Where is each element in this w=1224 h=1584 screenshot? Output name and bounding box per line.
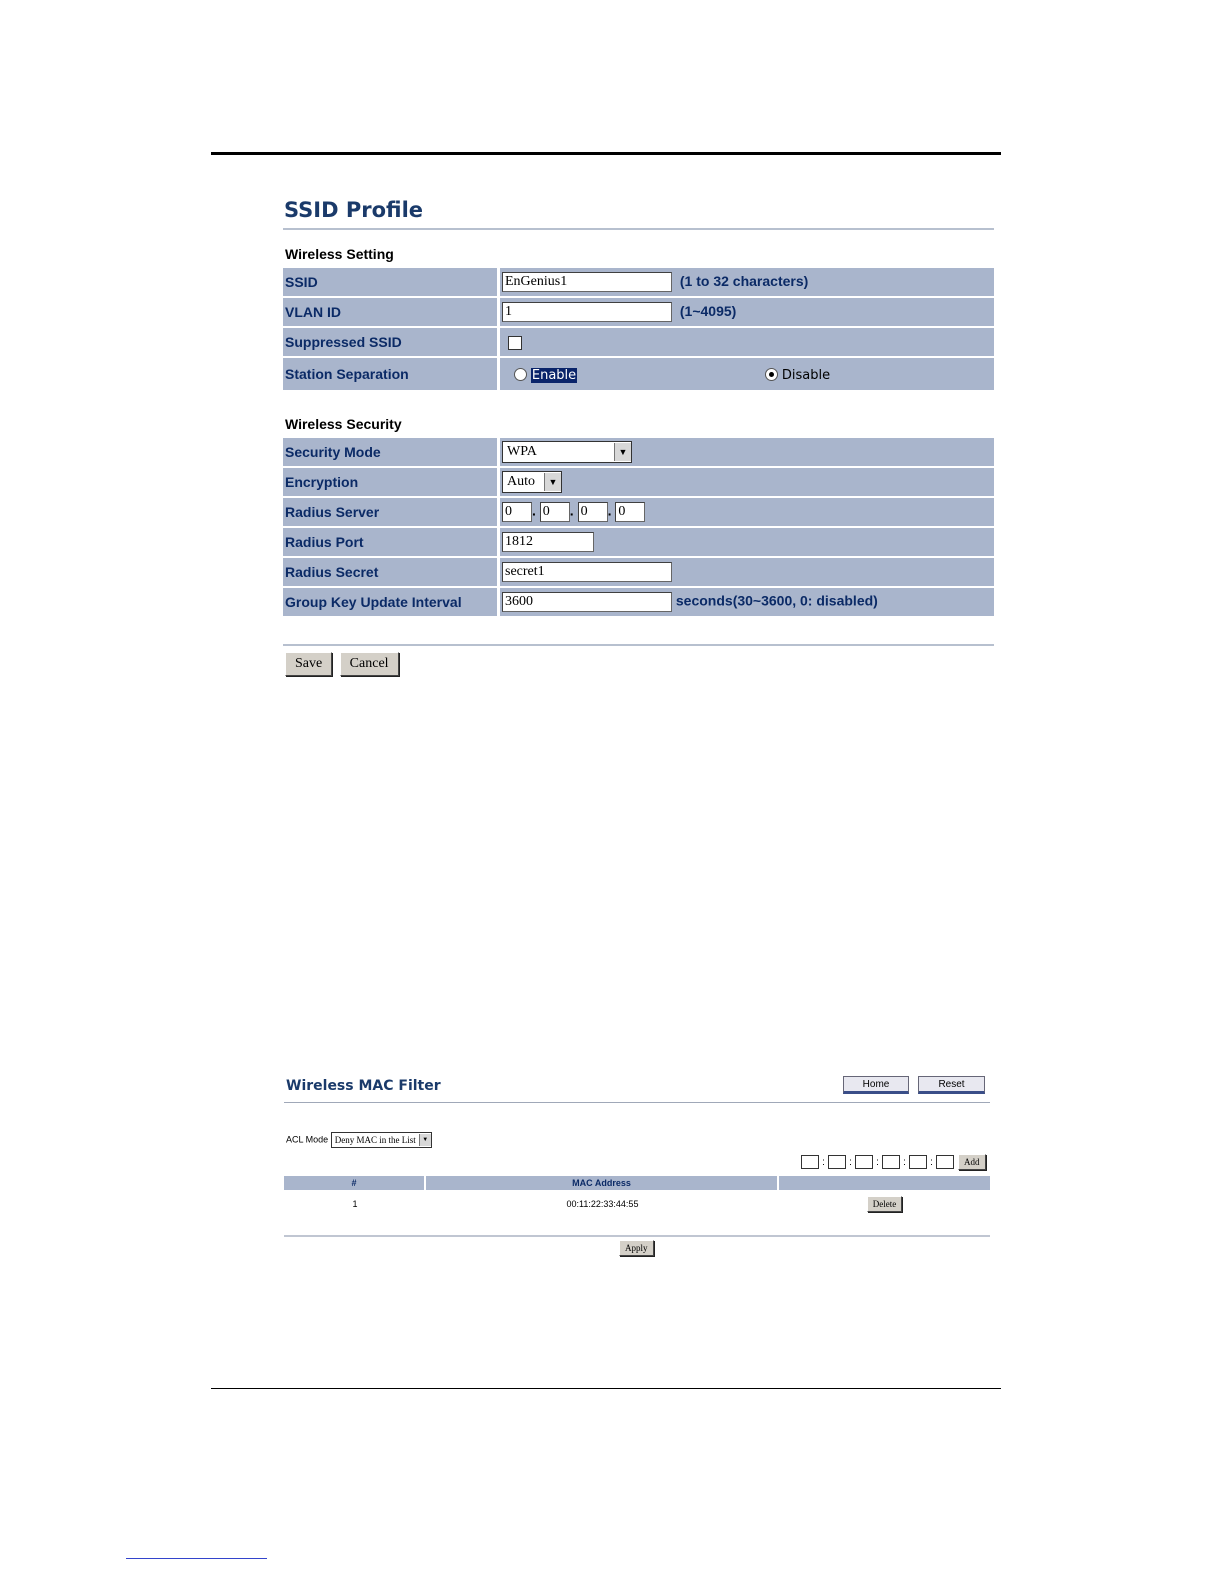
home-button[interactable]: Home [843,1076,909,1094]
radius-server-row [283,498,994,526]
encryption-field-cell [500,468,994,496]
mac-title-divider [284,1102,990,1103]
reset-button[interactable]: Reset [918,1076,985,1094]
station-separation-field-cell [500,358,994,390]
station-separation-label: Station Separation [283,358,500,390]
station-separation-enable-label[interactable]: Enable [531,367,577,383]
encryption-value: Auto [507,474,535,489]
radius-server-octet-4[interactable] [615,502,645,522]
acl-mode-value: Deny MAC in the List [334,1135,416,1145]
add-mac-button[interactable]: Add [958,1154,986,1170]
mac-octet-6[interactable] [936,1155,954,1169]
delete-button[interactable]: Delete [867,1196,902,1212]
radius-server-label: Radius Server [283,498,500,526]
wireless-setting-heading: Wireless Setting [285,246,394,262]
suppressed-ssid-field-cell [500,328,994,356]
ssid-field-cell [500,268,994,296]
column-header-index: # [284,1176,424,1190]
radius-secret-row [283,558,994,586]
group-key-row [283,588,994,616]
chevron-down-icon[interactable]: ▼ [544,473,561,491]
mac-octet-5[interactable] [909,1155,927,1169]
radius-port-row [283,528,994,556]
security-mode-value: WPA [507,444,537,459]
wireless-setting-table [283,266,994,392]
vlan-id-hint: (1~4095) [679,302,737,319]
header-rule [211,152,1001,155]
apply-button[interactable]: Apply [619,1240,654,1256]
acl-mode-group [286,1132,432,1148]
wireless-security-heading: Wireless Security [285,416,402,432]
chevron-down-icon[interactable]: ▼ [419,1134,431,1146]
suppressed-ssid-row [283,328,994,356]
suppressed-ssid-label: Suppressed SSID [283,328,500,356]
security-mode-label: Security Mode [283,438,500,466]
station-separation-disable-label[interactable]: Disable [781,367,831,383]
acl-mode-select[interactable] [331,1132,432,1148]
footer-link-underline [126,1558,267,1559]
row-index: 1 [352,1199,358,1209]
radius-server-octet-2[interactable] [540,502,570,522]
save-button[interactable]: Save [285,652,332,676]
encryption-select[interactable] [502,471,562,493]
ssid-label: SSID [283,268,500,296]
encryption-label: Encryption [283,468,500,496]
column-header-action [779,1176,990,1190]
row-mac-address: 00:11:22:33:44:55 [566,1199,639,1209]
mac-filter-title: Wireless MAC Filter [286,1078,441,1094]
mac-table-header [284,1176,990,1190]
station-separation-row [283,358,994,390]
station-separation-enable-radio[interactable] [514,368,527,381]
station-separation-disable-radio[interactable] [765,368,778,381]
radius-server-field-cell: 0 . 0 . 0 . 0 [500,498,994,526]
group-key-field-cell [500,588,994,616]
ssid-hint: (1 to 32 characters) [679,272,809,289]
group-key-label: Group Key Update Interval [283,588,500,616]
radius-server-octet-1[interactable] [502,502,532,522]
mac-octet-4[interactable] [882,1155,900,1169]
security-mode-field-cell [500,438,994,466]
ssid-profile-panel [283,190,994,676]
encryption-row [283,468,994,496]
radius-secret-label: Radius Secret [283,558,500,586]
wireless-security-table [283,436,994,618]
acl-mode-label: ACL Mode [286,1134,329,1145]
vlan-id-field-cell [500,298,994,326]
group-key-hint: seconds(30~3600, 0: disabled) [675,592,878,609]
radius-port-field-cell [500,528,994,556]
security-mode-row [283,438,994,466]
radius-server-octet-3[interactable] [578,502,608,522]
mac-octet-3[interactable] [855,1155,873,1169]
mac-filter-panel [284,1074,990,1264]
chevron-down-icon[interactable]: ▼ [614,443,631,461]
footer-rule [211,1388,1001,1389]
table-row [284,1196,990,1212]
vlan-id-input[interactable] [502,302,672,322]
cancel-button[interactable]: Cancel [340,652,399,676]
suppressed-ssid-checkbox[interactable] [508,336,522,350]
radius-port-input[interactable] [502,532,594,552]
radius-port-label: Radius Port [283,528,500,556]
mac-octet-1[interactable] [801,1155,819,1169]
mac-address-input-group: : : : : : Add [801,1154,986,1170]
ssid-input[interactable] [502,272,672,292]
vlan-id-row [283,298,994,326]
mac-bottom-divider [284,1235,990,1237]
radius-secret-input[interactable] [502,562,672,582]
group-key-input[interactable] [502,592,672,612]
security-mode-select[interactable] [502,441,632,463]
mac-octet-2[interactable] [828,1155,846,1169]
vlan-id-label: VLAN ID [283,298,500,326]
ssid-row [283,268,994,296]
page-title: SSID Profile [284,198,424,222]
column-header-mac: MAC Address [426,1176,777,1190]
radius-secret-field-cell [500,558,994,586]
